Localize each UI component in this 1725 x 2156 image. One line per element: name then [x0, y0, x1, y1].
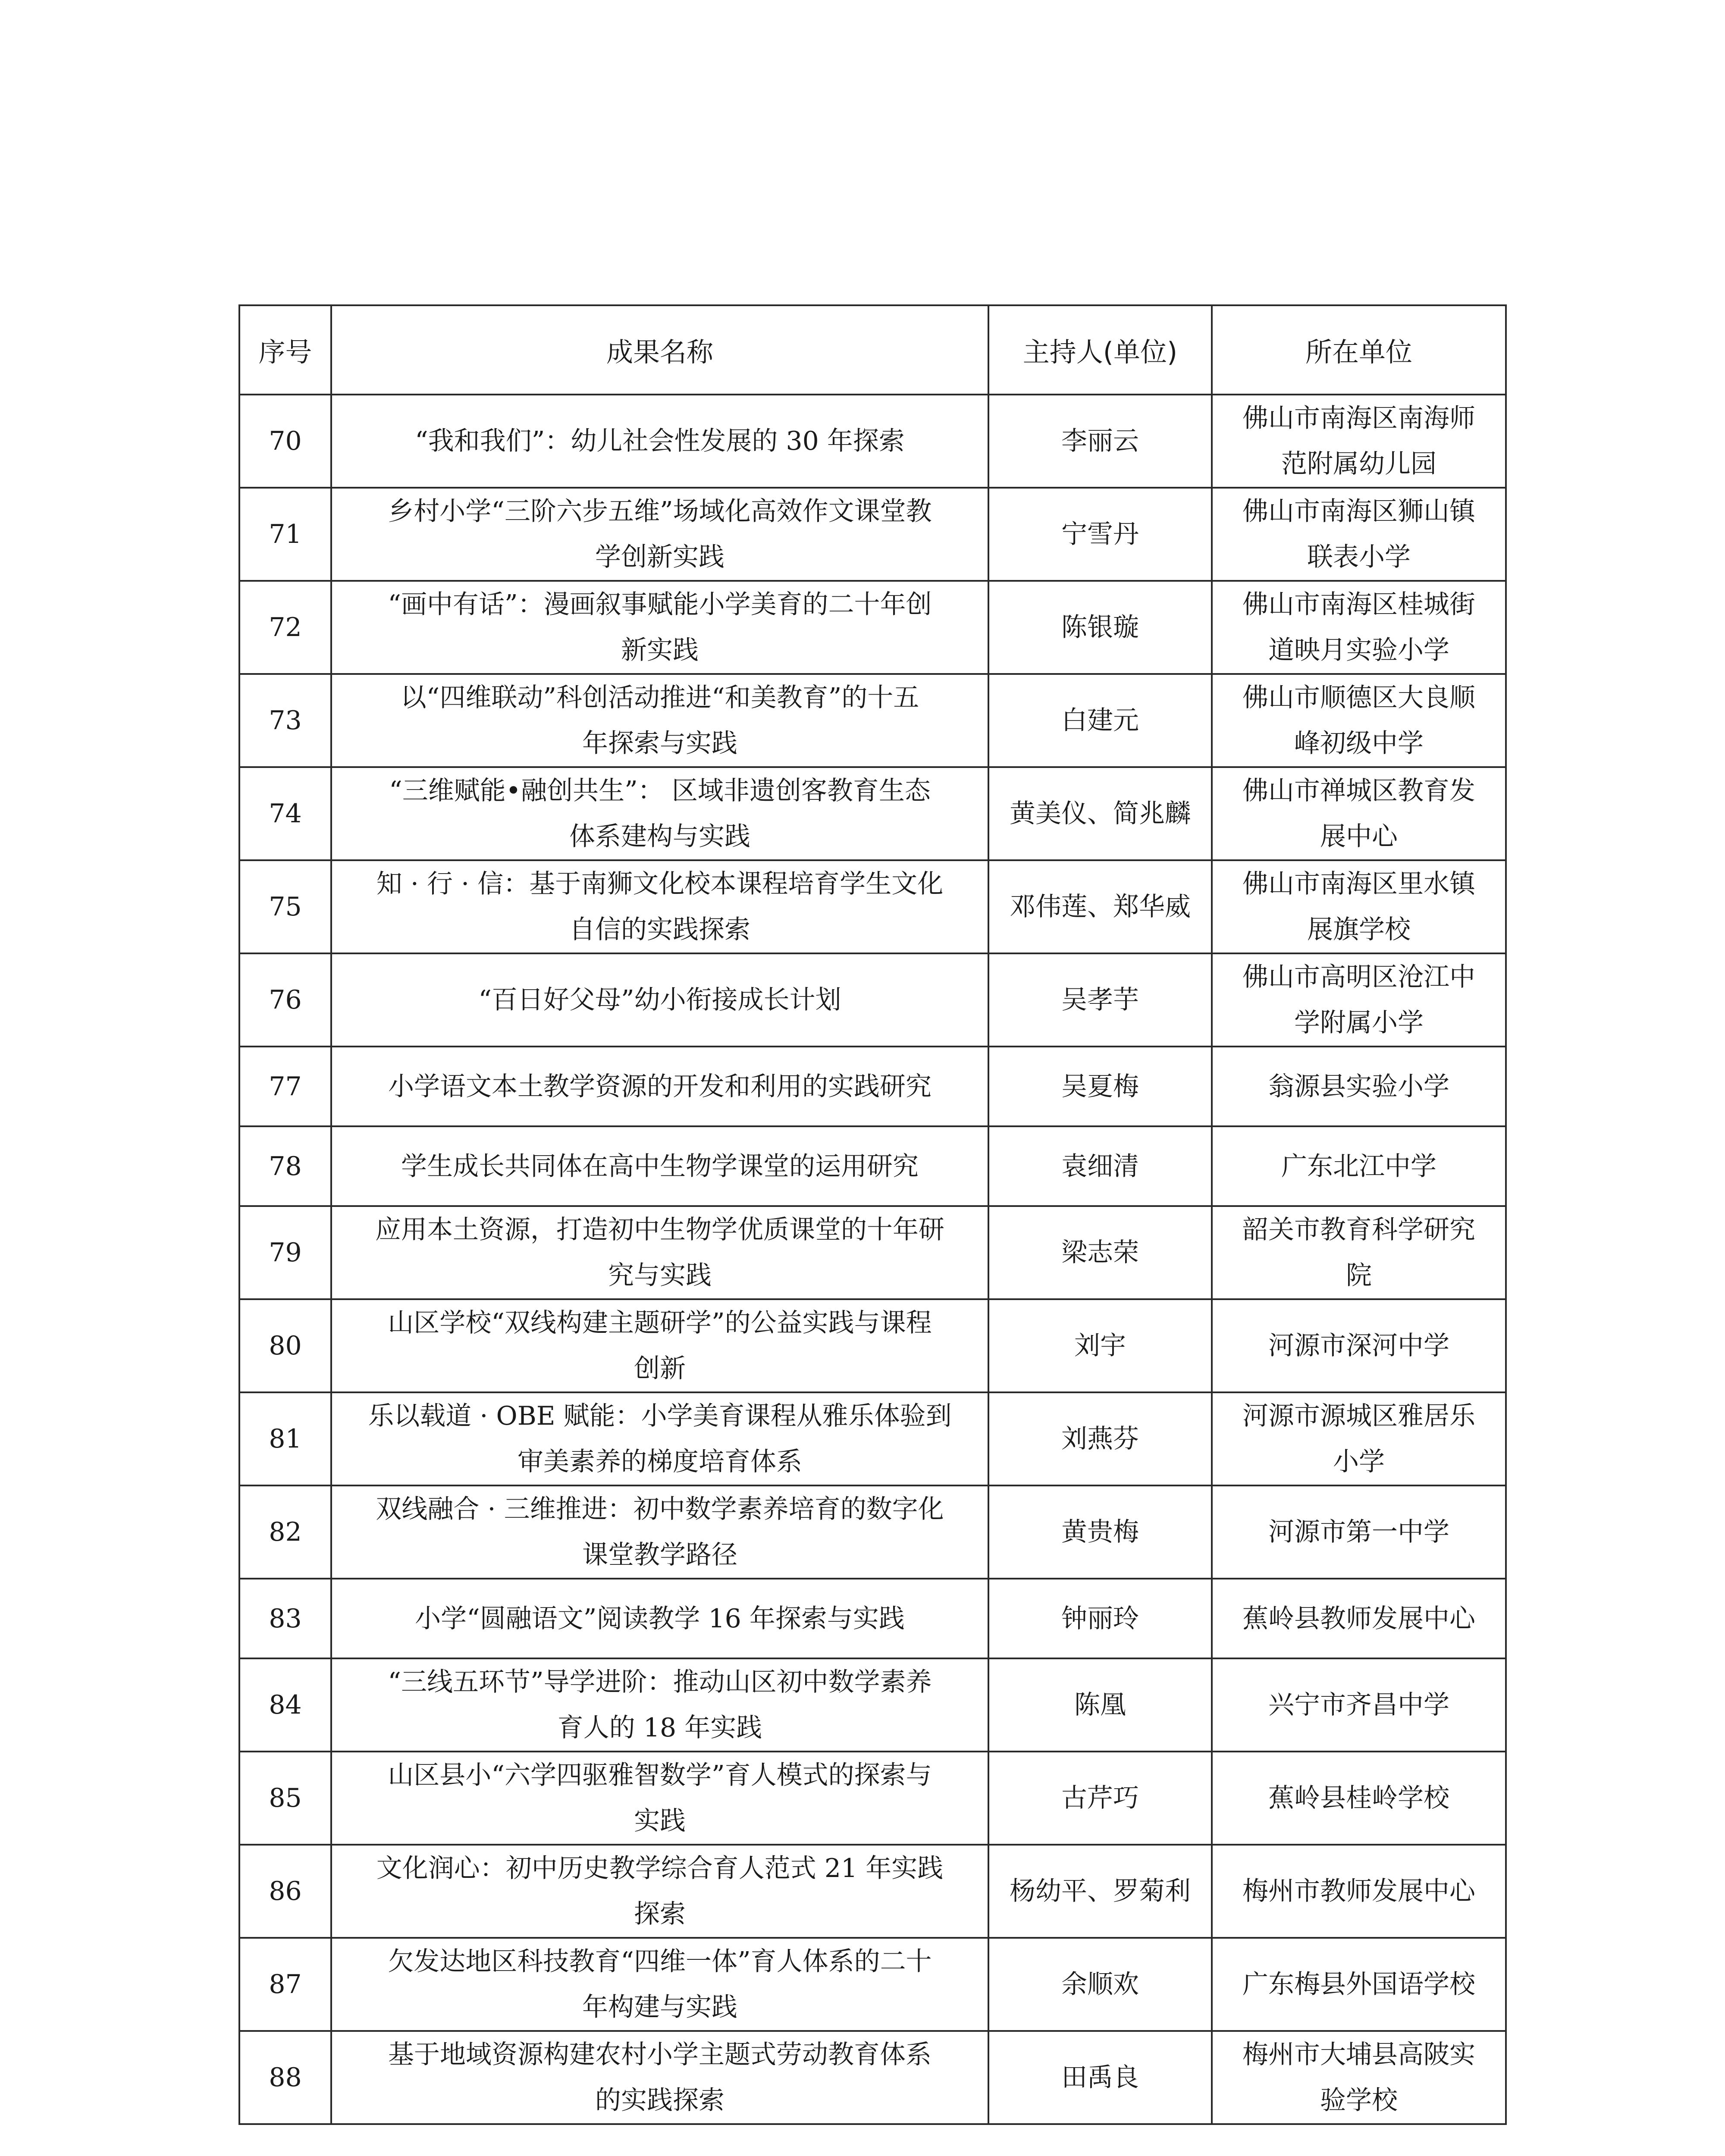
cell-unit: [1212, 1299, 1506, 1392]
table-row: [239, 395, 1506, 488]
cell-host: 刘燕芬: [988, 1392, 1212, 1485]
cell-achievement-name: [331, 1299, 988, 1392]
achievement-name-line: 年构建与实践: [582, 1992, 737, 2022]
unit-line: 广东梅县外国语学校: [1242, 1969, 1475, 1999]
table-row: [239, 1752, 1506, 1845]
cell-serial-no: 83: [239, 1579, 331, 1658]
unit-line: 广东北江中学: [1281, 1151, 1436, 1181]
cell-unit: [1212, 1938, 1506, 2031]
cell-serial-no: 70: [239, 395, 331, 488]
achievement-name-line: 的实践探索: [595, 2085, 724, 2115]
table-row: [239, 767, 1506, 860]
achievement-name-line: 体系建构与实践: [569, 821, 750, 852]
cell-unit: [1212, 860, 1506, 953]
table-body: [239, 395, 1506, 2124]
achievement-name-line: 学生成长共同体在高中生物学课堂的运用研究: [401, 1151, 919, 1181]
unit-line: 学附属小学: [1294, 1008, 1424, 1038]
achievement-name-line: 知 · 行 · 信：基于南狮文化校本课程培育学生文化: [376, 869, 944, 899]
table-row: [239, 1299, 1506, 1392]
table-row: [239, 1938, 1506, 2031]
cell-serial-no: 85: [239, 1752, 331, 1845]
cell-achievement-name: [331, 1047, 988, 1126]
cell-host: 吴孝芋: [988, 953, 1212, 1047]
cell-achievement-name: [331, 1392, 988, 1485]
achievement-name-line: 小学语文本土教学资源的开发和利用的实践研究: [388, 1071, 932, 1102]
cell-serial-no: 80: [239, 1299, 331, 1392]
achievement-name-line: 审美素养的梯度培育体系: [518, 1447, 802, 1477]
table-row: [239, 860, 1506, 953]
achievement-name-line: “我和我们”：幼儿社会性发展的 30 年探索: [415, 426, 905, 456]
cell-host: 黄美仪、简兆麟: [988, 767, 1212, 860]
table-row: [239, 1845, 1506, 1938]
cell-serial-no: 86: [239, 1845, 331, 1938]
cell-host: 梁志荣: [988, 1206, 1212, 1299]
achievement-name-line: 文化润心：初中历史教学综合育人范式 21 年实践: [376, 1853, 944, 1883]
cell-achievement-name: [331, 767, 988, 860]
table-row: [239, 1206, 1506, 1299]
achievement-name-line: 育人的 18 年实践: [557, 1713, 762, 1743]
table-row: [239, 1485, 1506, 1579]
achievement-name-line: 自信的实践探索: [569, 915, 750, 945]
achievement-name-line: 乡村小学“三阶六步五维”场域化高效作文课堂教: [388, 496, 932, 526]
cell-serial-no: 77: [239, 1047, 331, 1126]
achievement-name-line: “画中有话”：漫画叙事赋能小学美育的二十年创: [388, 589, 932, 620]
cell-host: 古芹巧: [988, 1752, 1212, 1845]
cell-host: 杨幼平、罗菊利: [988, 1845, 1212, 1938]
cell-unit: [1212, 674, 1506, 767]
unit-line: 河源市深河中学: [1268, 1331, 1449, 1361]
achievement-name-line: 年探索与实践: [582, 728, 737, 758]
cell-unit: [1212, 1206, 1506, 1299]
cell-achievement-name: [331, 860, 988, 953]
achievement-name-line: 应用本土资源，打造初中生物学优质课堂的十年研: [375, 1215, 944, 1245]
achievement-name-line: 山区学校“双线构建主题研学”的公益实践与课程: [388, 1308, 932, 1338]
achievement-name-line: 探索: [634, 1899, 686, 1929]
cell-unit: [1212, 767, 1506, 860]
cell-unit: [1212, 1126, 1506, 1206]
achievement-table: [238, 304, 1507, 2125]
cell-host: 陈凰: [988, 1658, 1212, 1752]
unit-line: 韶关市教育科学研究: [1242, 1215, 1475, 1245]
cell-achievement-name: [331, 1579, 988, 1658]
unit-line: 佛山市南海区桂城街: [1242, 589, 1475, 620]
cell-serial-no: 76: [239, 953, 331, 1047]
table-row: [239, 2031, 1506, 2124]
cell-unit: [1212, 1392, 1506, 1485]
unit-line: 梅州市教师发展中心: [1242, 1876, 1475, 1906]
unit-line: 佛山市南海区狮山镇: [1242, 496, 1475, 526]
achievement-name-line: 究与实践: [608, 1260, 712, 1291]
cell-unit: [1212, 1845, 1506, 1938]
header-achievement-name: 成果名称: [331, 305, 988, 395]
unit-line: 展旗学校: [1307, 915, 1411, 945]
unit-line: 蕉岭县桂岭学校: [1268, 1783, 1449, 1813]
achievement-name-line: 实践: [634, 1806, 686, 1836]
cell-host: 田禹良: [988, 2031, 1212, 2124]
cell-achievement-name: [331, 1658, 988, 1752]
unit-line: 河源市源城区雅居乐: [1242, 1401, 1475, 1431]
unit-line: 梅州市大埔县高陂实: [1242, 2040, 1475, 2070]
table-row: [239, 674, 1506, 767]
cell-host: 宁雪丹: [988, 488, 1212, 581]
cell-unit: [1212, 1579, 1506, 1658]
achievement-name-line: 基于地域资源构建农村小学主题式劳动教育体系: [388, 2040, 932, 2070]
table-row: [239, 488, 1506, 581]
achievement-name-line: 新实践: [621, 635, 699, 665]
cell-achievement-name: [331, 488, 988, 581]
cell-serial-no: 84: [239, 1658, 331, 1752]
table-row: [239, 1579, 1506, 1658]
cell-serial-no: 81: [239, 1392, 331, 1485]
achievement-name-line: “三线五环节”导学进阶：推动山区初中数学素养: [388, 1667, 932, 1697]
cell-achievement-name: [331, 1206, 988, 1299]
header-serial-no: 序号: [239, 305, 331, 395]
cell-host: 袁细清: [988, 1126, 1212, 1206]
unit-line: 河源市第一中学: [1268, 1517, 1449, 1547]
unit-line: 道映月实验小学: [1268, 635, 1449, 665]
achievement-name-line: 小学“圆融语文”阅读教学 16 年探索与实践: [415, 1603, 905, 1634]
table-row: [239, 1658, 1506, 1752]
header-unit: 所在单位: [1212, 305, 1506, 395]
cell-achievement-name: [331, 2031, 988, 2124]
cell-host: 邓伟莲、郑华威: [988, 860, 1212, 953]
cell-host: 吴夏梅: [988, 1047, 1212, 1126]
cell-achievement-name: [331, 395, 988, 488]
cell-serial-no: 73: [239, 674, 331, 767]
unit-line: 蕉岭县教师发展中心: [1242, 1603, 1475, 1634]
achievement-name-line: 乐以载道 · OBE 赋能：小学美育课程从雅乐体验到: [368, 1401, 952, 1431]
cell-serial-no: 71: [239, 488, 331, 581]
cell-serial-no: 78: [239, 1126, 331, 1206]
cell-serial-no: 87: [239, 1938, 331, 2031]
unit-line: 小学: [1333, 1447, 1385, 1477]
unit-line: 佛山市高明区沧江中: [1242, 962, 1475, 992]
unit-line: 佛山市南海区南海师: [1242, 403, 1475, 433]
unit-line: 翁源县实验小学: [1268, 1071, 1449, 1102]
table-header-row: [239, 305, 1506, 395]
cell-unit: [1212, 1047, 1506, 1126]
cell-serial-no: 79: [239, 1206, 331, 1299]
cell-achievement-name: [331, 953, 988, 1047]
header-host: 主持人(单位): [988, 305, 1212, 395]
unit-line: 联表小学: [1307, 542, 1411, 572]
cell-serial-no: 75: [239, 860, 331, 953]
achievement-name-line: 学创新实践: [595, 542, 724, 572]
cell-achievement-name: [331, 1938, 988, 2031]
achievement-name-line: 欠发达地区科技教育“四维一体”育人体系的二十: [388, 1946, 932, 1977]
achievement-name-line: 山区县小“六学四驱雅智数学”育人模式的探索与: [388, 1760, 932, 1790]
achievement-name-line: 双线融合 · 三维推进：初中数学素养培育的数字化: [376, 1494, 944, 1524]
unit-line: 峰初级中学: [1294, 728, 1424, 758]
achievement-name-line: “三维赋能•融创共生”： 区域非遗创客教育生态: [389, 776, 931, 806]
cell-serial-no: 72: [239, 581, 331, 674]
cell-host: 余顺欢: [988, 1938, 1212, 2031]
cell-host: 黄贵梅: [988, 1485, 1212, 1579]
unit-line: 兴宁市齐昌中学: [1268, 1690, 1449, 1720]
cell-achievement-name: [331, 1752, 988, 1845]
achievement-name-line: 课堂教学路径: [582, 1540, 737, 1570]
cell-serial-no: 74: [239, 767, 331, 860]
cell-unit: [1212, 1485, 1506, 1579]
cell-unit: [1212, 1658, 1506, 1752]
table-row: [239, 1047, 1506, 1126]
achievement-name-line: “百日好父母”幼小衔接成长计划: [478, 985, 841, 1015]
cell-achievement-name: [331, 1845, 988, 1938]
table-row: [239, 1392, 1506, 1485]
cell-unit: [1212, 488, 1506, 581]
achievement-name-line: 以“四维联动”科创活动推进“和美教育”的十五: [400, 683, 919, 713]
cell-host: 钟丽玲: [988, 1579, 1212, 1658]
table-row: [239, 953, 1506, 1047]
table-row: [239, 1126, 1506, 1206]
table-row: [239, 581, 1506, 674]
cell-host: 刘宇: [988, 1299, 1212, 1392]
unit-line: 范附属幼儿园: [1281, 449, 1436, 479]
cell-unit: [1212, 395, 1506, 488]
cell-serial-no: 82: [239, 1485, 331, 1579]
cell-unit: [1212, 2031, 1506, 2124]
achievement-name-line: 创新: [634, 1354, 686, 1384]
unit-line: 佛山市南海区里水镇: [1242, 869, 1475, 899]
unit-line: 院: [1346, 1260, 1372, 1291]
unit-line: 展中心: [1320, 821, 1398, 852]
cell-host: 陈银璇: [988, 581, 1212, 674]
cell-achievement-name: [331, 1126, 988, 1206]
unit-line: 佛山市顺德区大良顺: [1242, 683, 1475, 713]
cell-achievement-name: [331, 1485, 988, 1579]
cell-serial-no: 88: [239, 2031, 331, 2124]
cell-host: 李丽云: [988, 395, 1212, 488]
cell-unit: [1212, 581, 1506, 674]
unit-line: 佛山市禅城区教育发: [1242, 776, 1475, 806]
cell-achievement-name: [331, 581, 988, 674]
unit-line: 验学校: [1320, 2085, 1398, 2115]
cell-unit: [1212, 1752, 1506, 1845]
cell-unit: [1212, 953, 1506, 1047]
cell-host: 白建元: [988, 674, 1212, 767]
cell-achievement-name: [331, 674, 988, 767]
